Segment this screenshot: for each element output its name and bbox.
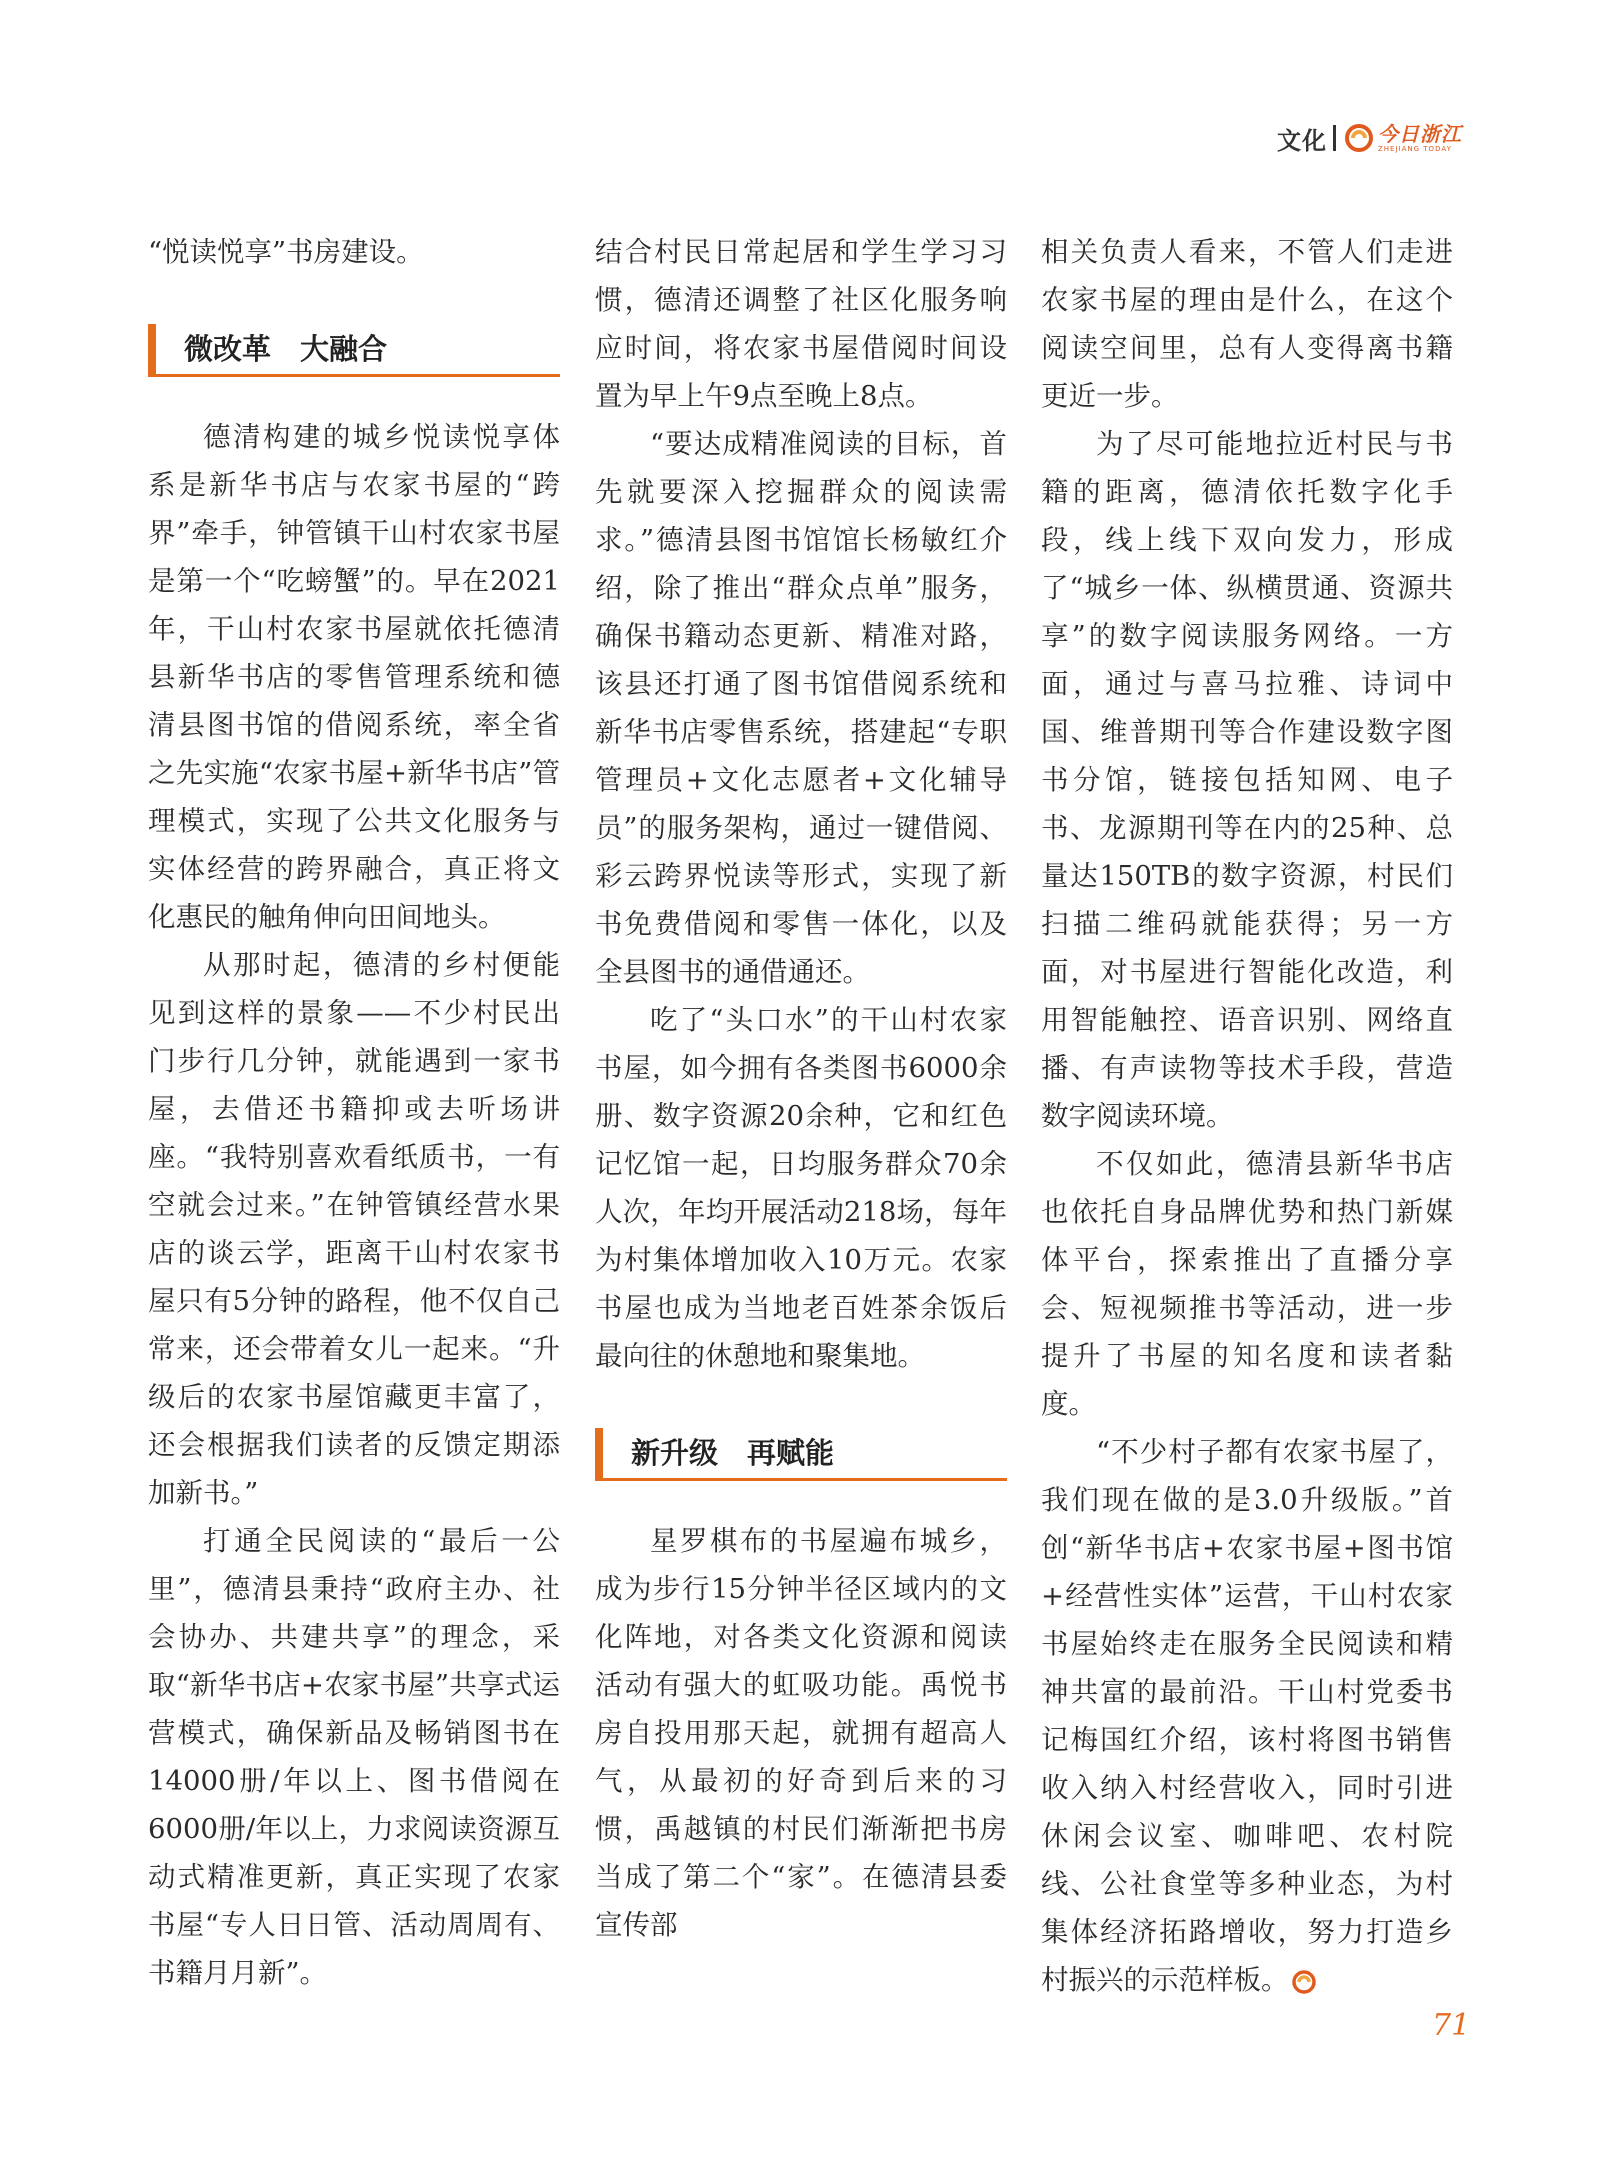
- paragraph: 德清构建的城乡悦读悦享体系是新华书店与农家书屋的“跨界”牵手，钟管镇干山村农家书屋是第一个“吃螃蟹”的。早在2021年，干山村农家书屋就依托德清县新华书店的零售管理系统和德清县图书馆的借阅系统，率全省之先实施“农家书屋+新华书店”管理模式，实现了公共文化服务与实体经营的跨界融合，真正将文化惠民的触角伸向田间地头。: [148, 421, 560, 933]
- column-middle: [595, 228, 1007, 1949]
- paragraph: 相关负责人看来，不管人们走进农家书屋的理由是什么，在这个阅读空间里，总有人变得离书籍更近一步。: [1041, 236, 1453, 412]
- header-divider: [1333, 125, 1336, 151]
- logo-english: ZHEJIANG TODAY: [1378, 144, 1452, 153]
- magazine-logo: [1344, 123, 1462, 153]
- subheading-reform: [148, 324, 560, 377]
- paragraph: 不仅如此，德清县新华书店也依托自身品牌优势和热门新媒体平台，探索推出了直播分享会、短视频推书等活动，进一步提升了书屋的知名度和读者黏度。: [1041, 1148, 1453, 1420]
- paragraph: 从那时起，德清的乡村便能见到这样的景象——不少村民出门步行几分钟，就能遇到一家书屋，去借还书籍抑或去听场讲座。“我特别喜欢看纸质书，一有空就会过来。”在钟管镇经营水果店的谈云学，距离干山村农家书屋只有5分钟的路程，他不仅自己常来，还会带着女儿一起来。“升级后的农家书屋馆藏更丰富了，还会根据我们读者的反馈定期添加新书。”: [148, 949, 560, 1509]
- column-left: [148, 228, 560, 1997]
- end-mark-icon: [1291, 1969, 1317, 1995]
- subheading-text: 微改革 大融合: [184, 332, 388, 366]
- paragraph: [1041, 1428, 1453, 2004]
- logo-chinese: 今日浙江: [1378, 121, 1462, 146]
- column-right: [1041, 228, 1453, 2004]
- paragraph: “要达成精准阅读的目标，首先就要深入挖掘群众的阅读需求。”德清县图书馆馆长杨敏红介绍，除了推出“群众点单”服务，确保书籍动态更新、精准对路，该县还打通了图书馆借阅系统和新华书店零售系统，搭建起“专职管理员+文化志愿者+文化辅导员”的服务架构，通过一键借阅、彩云跨界悦读等形式，实现了新书免费借阅和零售一体化，以及全县图书的通借通还。: [595, 428, 1007, 988]
- subheading-upgrade: [595, 1428, 1007, 1481]
- page-header: [1277, 118, 1462, 158]
- page-number: 71: [1432, 2008, 1471, 2043]
- paragraph: “悦读悦享”书房建设。: [148, 236, 424, 268]
- paragraph: 为了尽可能地拉近村民与书籍的距离，德清依托数字化手段，线上线下双向发力，形成了“城乡一体、纵横贯通、资源共享”的数字阅读服务网络。一方面，通过与喜马拉雅、诗词中国、维普期刊等合作建设数字图书分馆，链接包括知网、电子书、龙源期刊等在内的25种、总量达150TB的数字资源，村民们扫描二维码就能获得；另一方面，对书屋进行智能化改造，利用智能触控、语音识别、网络直播、有声读物等技术手段，营造数字阅读环境。: [1041, 428, 1453, 1132]
- paragraph-text: “不少村子都有农家书屋了，我们现在做的是3.0升级版。”首创“新华书店+农家书屋+图书馆+经营性实体”运营，干山村农家书屋始终走在服务全民阅读和精神共富的最前沿。干山村党委书记梅国红介绍，该村将图书销售收入纳入村经营收入，同时引进休闲会议室、咖啡吧、农村院线、公社食堂等多种业态，为村集体经济拓路增收，努力打造乡村振兴的示范样板。: [1041, 1436, 1453, 1996]
- paragraph: 结合村民日常起居和学生学习习惯，德清还调整了社区化服务响应时间，将农家书屋借阅时间设置为早上午9点至晚上8点。: [595, 236, 1007, 412]
- logo-swirl-icon: [1344, 123, 1374, 153]
- subheading-text: 新升级 再赋能: [631, 1436, 835, 1470]
- section-label: 文化: [1277, 126, 1327, 155]
- paragraph: 打通全民阅读的“最后一公里”，德清县秉持“政府主办、社会协办、共建共享”的理念，采取“新华书店+农家书屋”共享式运营模式，确保新品及畅销图书在14000册/年以上、图书借阅在6000册/年以上，力求阅读资源互动式精准更新，真正实现了农家书屋“专人日日管、活动周周有、书籍月月新”。: [148, 1525, 560, 1989]
- paragraph: 吃了“头口水”的干山村农家书屋，如今拥有各类图书6000余册、数字资源20余种，它和红色记忆馆一起，日均服务群众70余人次，年均开展活动218场，每年为村集体增加收入10万元。农家书屋也成为当地老百姓茶余饭后最向往的休憩地和聚集地。: [595, 1004, 1007, 1372]
- paragraph: 星罗棋布的书屋遍布城乡，成为步行15分钟半径区域内的文化阵地，对各类文化资源和阅读活动有强大的虹吸功能。禹悦书房自投用那天起，就拥有超高人气，从最初的好奇到后来的习惯，禹越镇的村民们渐渐把书房当成了第二个“家”。在德清县委宣传部: [595, 1525, 1007, 1941]
